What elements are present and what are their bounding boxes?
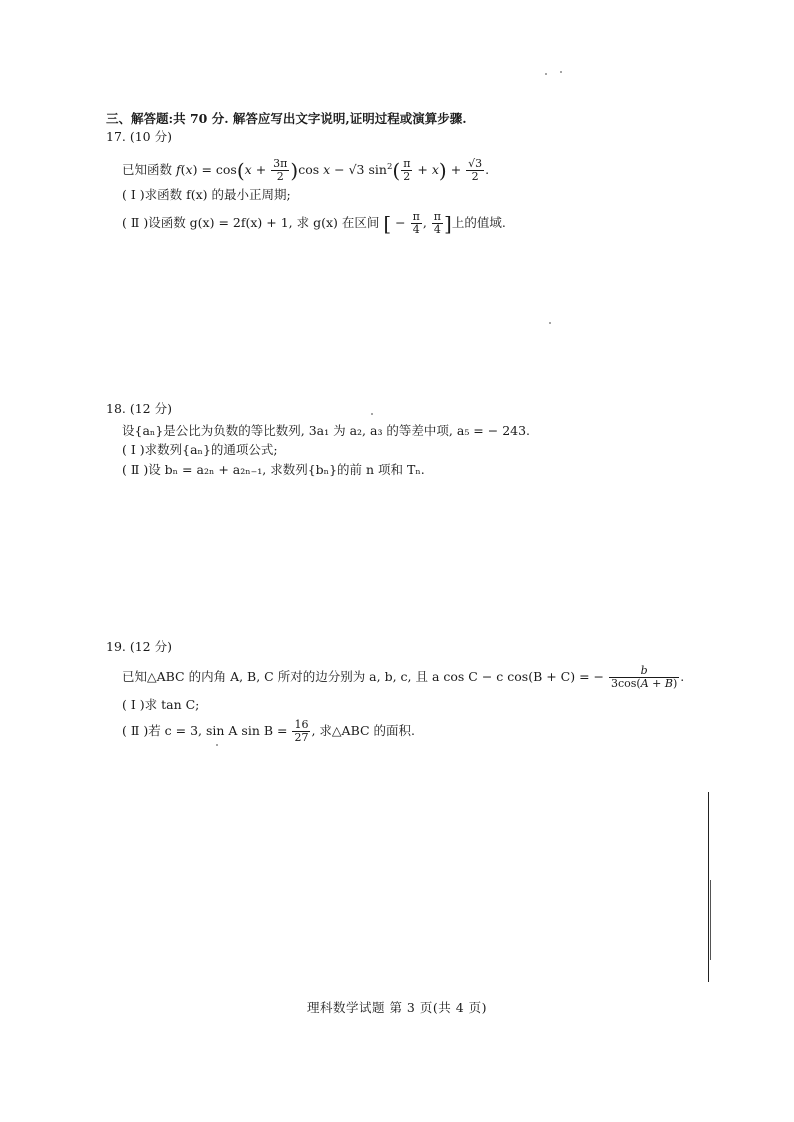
problem-18-part1: ( Ⅰ )求数列{aₙ}的通项公式; [122,442,278,457]
problem-19-part1: ( Ⅰ )求 tan C; [122,697,200,712]
section-heading: 三、解答题:共 70 分. 解答应写出文字说明,证明过程或演算步骤. [106,111,467,126]
fraction-3pi-over-2: $\frac{3\pi}{2}$ [273,157,288,184]
problem-17-part1: ( Ⅰ )求函数 f(x) 的最小正周期; [122,187,291,202]
problem-19-stem: 已知△ABC 的内角 A, B, C 所对的边分别为 a, b, c, 且 a cos C − c cos(B + C) = − $\frac{b}{3\cos(A + B)}$ . [122,664,685,690]
problem-17-part2-text: ( Ⅱ )设函数 g(x) = 2f(x) + 1, 求 g(x) 在区间 [122,215,380,230]
fraction-b-over-3cos: $\frac{b}{3\cos(A + B)}$ [611,664,678,690]
problem-18-part2: ( Ⅱ )设 bₙ = a₂ₙ + a₂ₙ₋₁, 求数列{bₙ}的前 n 项和 Tₙ. [122,462,425,477]
problem-18-header: 18. (12 分) [106,401,172,416]
problem-17-function: 已知函数 f(x) = cos(x + $\frac{3\pi}{2}$ )cos x − √3 $\sin^2$( $\frac{\pi}{2}$ + x) + $\frac{√3}{2}$ . [122,157,490,184]
fraction-neg-pi-over-4: $\frac{\pi}{4}$ [412,210,420,236]
problem-17-part2: ( Ⅱ )设函数 g(x) = 2f(x) + 1, 求 g(x) 在区间 [ − $\frac{\pi}{4}$ , $\frac{\pi}{4}$ ]上的值域. [122,210,506,236]
problem-19-part2-end: , 求△ABC 的面积. [311,723,416,738]
problem-19-header: 19. (12 分) [106,639,172,654]
fraction-pi-over-4: $\frac{\pi}{4}$ [433,210,441,236]
fraction-16-over-27: $\frac{16}{27}$ [294,718,309,744]
problem-19-part2-text: ( Ⅱ )若 c = 3, sin A sin B = [122,723,288,738]
scan-margin-line [708,792,709,982]
fraction-pi-over-2: $\frac{\pi}{2}$ [403,157,411,184]
problem-18-stem: 设{aₙ}是公比为负数的等比数列, 3a₁ 为 a₂, a₃ 的等差中项, a₅ = − 243. [122,423,531,438]
problem-19-part2 [122,716,415,746]
fraction-sqrt3-over-2: $\frac{√3}{2}$ [468,157,483,184]
scan-margin-line [710,880,711,960]
problem-17-part2-end: 上的值域. [451,215,506,230]
scan-speck [545,73,547,75]
problem-19-stem-text: 已知△ABC 的内角 A, B, C 所对的边分别为 a, b, c, 且 a cos C − c cos(B + C) = − [122,669,605,684]
scan-speck [549,322,551,324]
scan-speck [560,71,562,73]
page-footer: 理科数学试题 第 3 页(共 4 页) [306,1000,488,1015]
scan-speck [216,744,218,746]
problem-17-intro: 已知函数 [122,162,173,178]
scan-speck [371,413,373,415]
problem-17-header: 17. (10 分) [106,129,172,144]
